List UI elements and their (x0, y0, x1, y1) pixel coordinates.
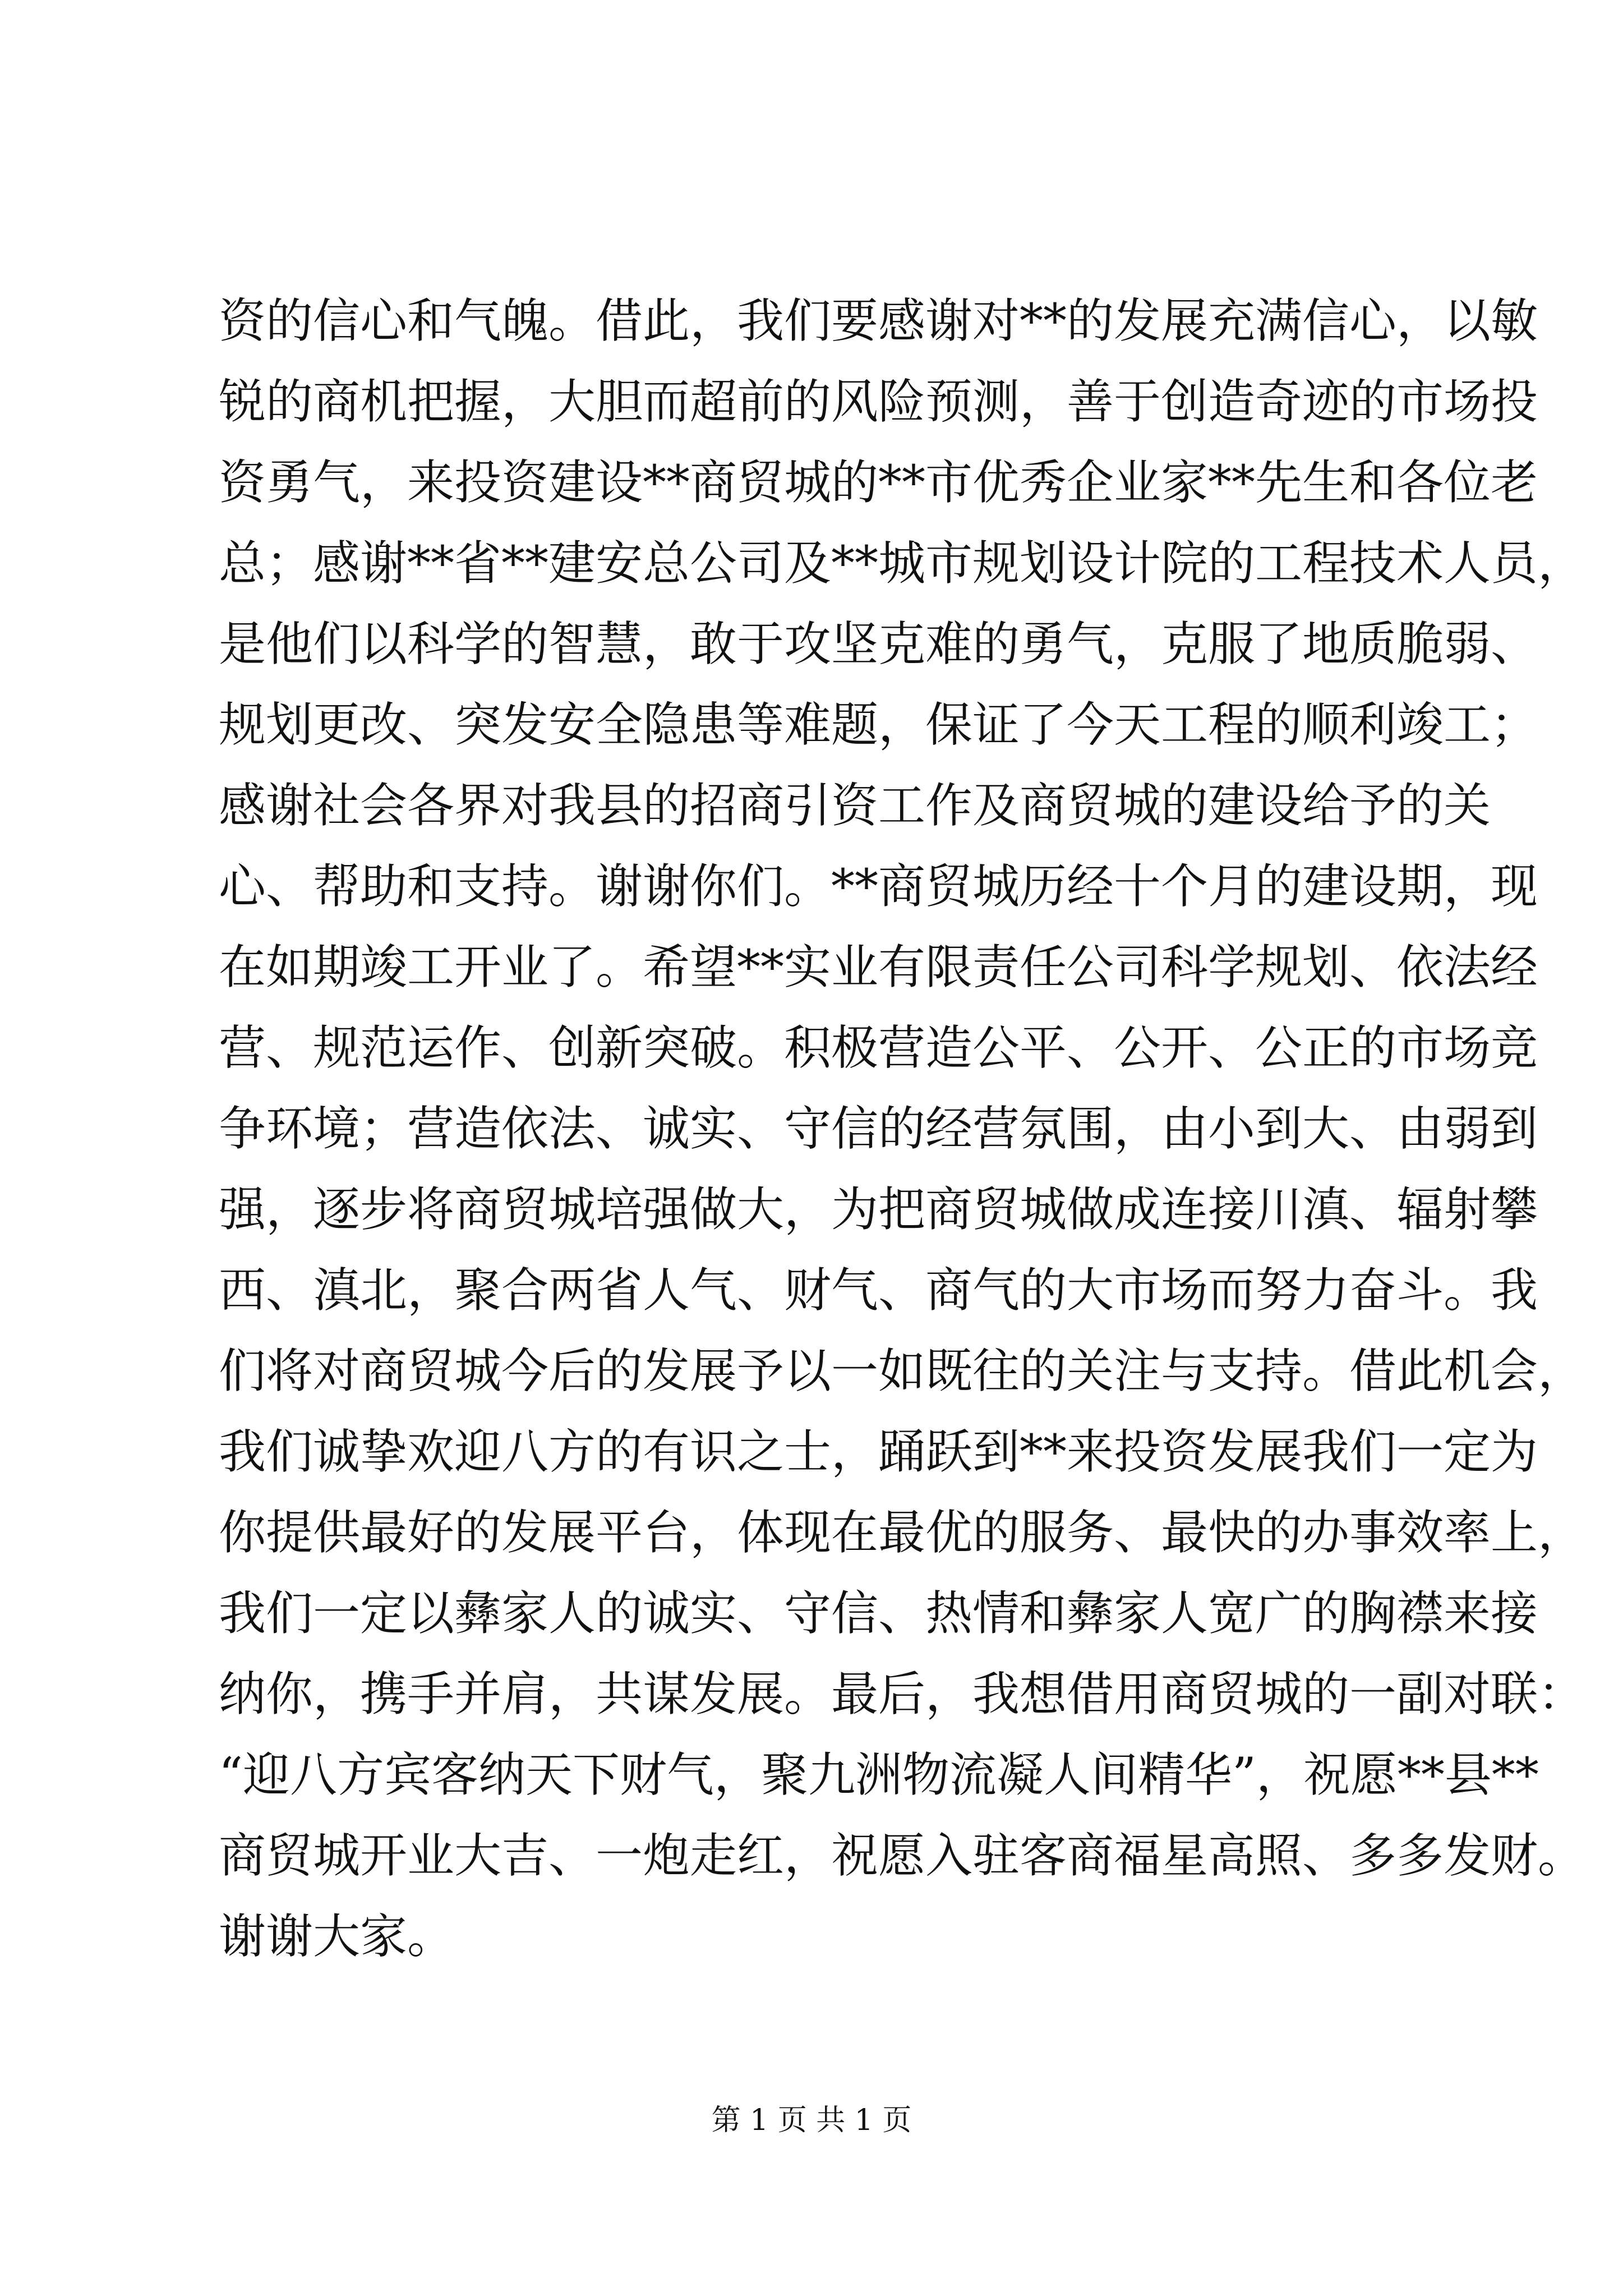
text-line: 感谢社会各界对我县的招商引资工作及商贸城的建设给予的关 (219, 778, 1491, 833)
body-text (219, 280, 1585, 1977)
text-line: 西、滇北，聚合两省人气、财气、商气的大市场而努力奋斗。我 (219, 1263, 1538, 1318)
text-line: 们将对商贸城今后的发展予以一如既往的关注与支持。借此机会， (219, 1343, 1585, 1398)
text-line-last: 谢谢大家。 (219, 1909, 455, 1964)
text-line: 我们诚挚欢迎八方的有识之士，踊跃到**来投资发展我们一定为 (219, 1424, 1538, 1479)
text-line: 是他们以科学的智慧，敢于攻坚克难的勇气，克服了地质脆弱、 (219, 616, 1538, 671)
text-line: 你提供最好的发展平台，体现在最优的服务、最快的办事效率上， (219, 1505, 1585, 1560)
text-line: 纳你，携手并肩，共谋发展。最后，我想借用商贸城的一副对联： (219, 1667, 1585, 1722)
text-line: 总；感谢**省**建安总公司及**城市规划设计院的工程技术人员， (219, 536, 1585, 591)
text-line: 规划更改、突发安全隐患等难题，保证了今天工程的顺利竣工； (219, 697, 1538, 752)
text-line: 资的信心和气魄。借此，我们要感谢对**的发展充满信心，以敏 (219, 293, 1538, 348)
text-line: 资勇气，来投资建设**商贸城的**市优秀企业家**先生和各位老 (219, 455, 1538, 510)
text-line: 争环境；营造依法、诚实、守信的经营氛围，由小到大、由弱到 (219, 1101, 1538, 1156)
page-footer: 第 1 页 共 1 页 (711, 2104, 912, 2137)
text-line: “迎八方宾客纳天下财气，聚九洲物流凝人间精华”，祝愿**县** (219, 1747, 1539, 1802)
text-line: 在如期竣工开业了。希望**实业有限责任公司科学规划、依法经 (219, 940, 1538, 995)
text-line: 我们一定以彝家人的诚实、守信、热情和彝家人宽广的胸襟来接 (219, 1586, 1538, 1641)
text-line: 营、规范运作、创新突破。积极营造公平、公开、公正的市场竞 (219, 1020, 1538, 1075)
text-line: 强，逐步将商贸城培强做大，为把商贸城做成连接川滇、辐射攀 (219, 1182, 1538, 1237)
text-line: 心、帮助和支持。谢谢你们。**商贸城历经十个月的建设期，现 (219, 859, 1538, 914)
text-line: 商贸城开业大吉、一炮走红，祝愿入驻客商福星高照、多多发财。 (219, 1828, 1585, 1883)
text-line: 锐的商机把握，大胆而超前的风险预测，善于创造奇迹的市场投 (219, 374, 1538, 429)
